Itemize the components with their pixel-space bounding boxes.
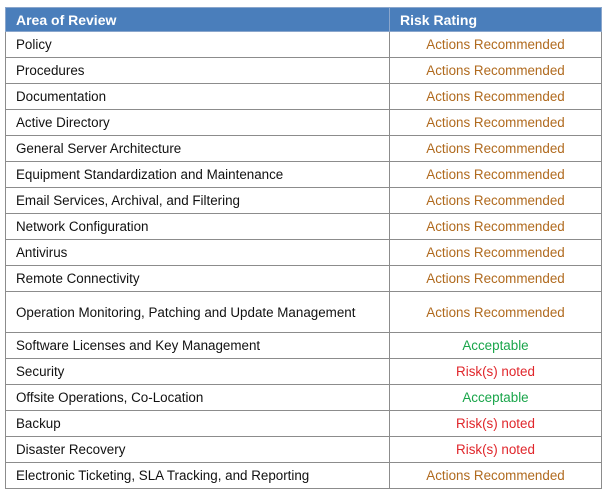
area-cell: Active Directory [6,110,390,136]
table-row [6,84,602,110]
table-header-row [6,8,602,32]
rating-cell: Actions Recommended [390,214,602,240]
area-cell: General Server Architecture [6,136,390,162]
table-row [6,188,602,214]
rating-cell: Actions Recommended [390,136,602,162]
area-cell: Equipment Standardization and Maintenance [6,162,390,188]
table-row [6,32,602,58]
risk-review-table-container [5,7,601,489]
rating-cell: Risk(s) noted [390,437,602,463]
table-row [6,411,602,437]
area-cell: Backup [6,411,390,437]
area-cell: Disaster Recovery [6,437,390,463]
rating-cell: Actions Recommended [390,84,602,110]
area-cell: Security [6,359,390,385]
rating-cell: Actions Recommended [390,110,602,136]
table-row [6,240,602,266]
rating-cell: Actions Recommended [390,58,602,84]
rating-cell: Actions Recommended [390,463,602,489]
table-row [6,385,602,411]
table-row [6,136,602,162]
risk-review-table [5,7,602,489]
rating-cell: Risk(s) noted [390,411,602,437]
table-row [6,292,602,333]
rating-cell: Actions Recommended [390,188,602,214]
rating-cell: Actions Recommended [390,32,602,58]
rating-cell: Acceptable [390,333,602,359]
table-row [6,333,602,359]
area-cell: Offsite Operations, Co-Location [6,385,390,411]
table-row [6,463,602,489]
rating-cell: Acceptable [390,385,602,411]
table-row [6,58,602,84]
rating-cell: Actions Recommended [390,162,602,188]
table-row [6,359,602,385]
area-cell: Policy [6,32,390,58]
area-cell: Software Licenses and Key Management [6,333,390,359]
area-of-review-header: Area of Review [6,8,390,32]
area-cell: Operation Monitoring, Patching and Update Management [6,292,390,333]
table-row [6,437,602,463]
rating-cell: Actions Recommended [390,240,602,266]
area-cell: Electronic Ticketing, SLA Tracking, and Reporting [6,463,390,489]
table-row [6,214,602,240]
area-cell: Antivirus [6,240,390,266]
area-cell: Network Configuration [6,214,390,240]
table-row [6,110,602,136]
rating-cell: Actions Recommended [390,266,602,292]
area-cell: Remote Connectivity [6,266,390,292]
risk-rating-header: Risk Rating [390,8,602,32]
table-row [6,162,602,188]
rating-cell: Risk(s) noted [390,359,602,385]
area-cell: Email Services, Archival, and Filtering [6,188,390,214]
area-cell: Procedures [6,58,390,84]
rating-cell: Actions Recommended [390,292,602,333]
area-cell: Documentation [6,84,390,110]
table-row [6,266,602,292]
